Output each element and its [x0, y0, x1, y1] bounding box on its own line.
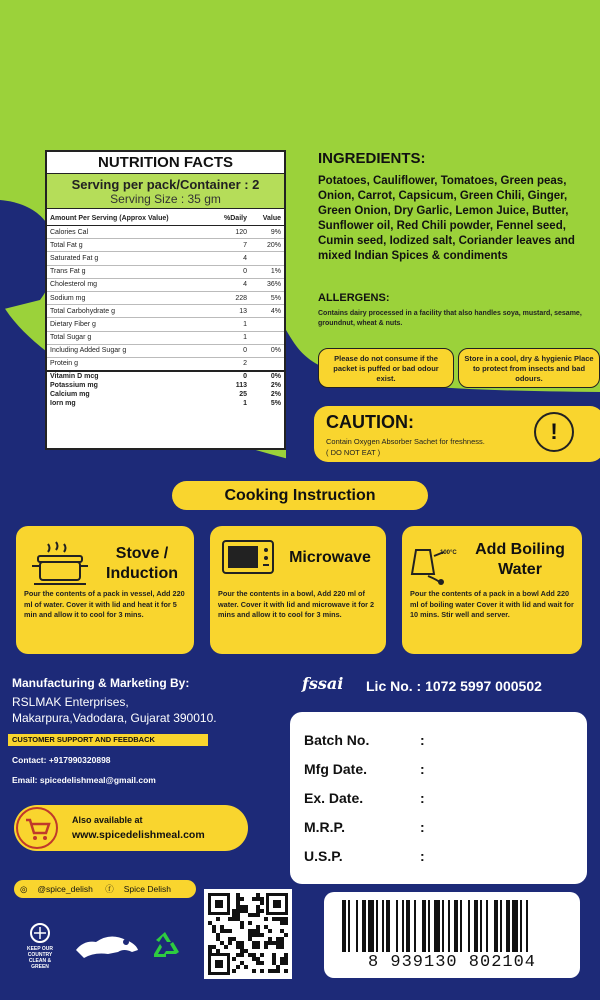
contact-phone: Contact: +917990320898	[12, 755, 111, 765]
barcode-number: 8 939130 802104	[367, 953, 537, 972]
qr-module	[248, 921, 252, 925]
qr-module	[232, 917, 236, 921]
nutrition-cell-pct	[250, 318, 284, 331]
qr-module	[208, 921, 212, 925]
qr-module	[240, 925, 244, 929]
card-title-stove: Stove / Induction	[106, 545, 178, 582]
card-title-microwave: Microwave	[289, 549, 371, 566]
barcode-bar	[382, 900, 384, 952]
barcode-bar	[376, 900, 378, 952]
qr-module	[268, 937, 272, 941]
nutrition-cell-name: Protein g	[47, 357, 220, 371]
qr-module	[280, 929, 284, 933]
batch-no-label: Batch No.	[304, 732, 370, 748]
qr-module	[256, 913, 260, 917]
qr-module	[224, 929, 228, 933]
nutrition-cell-name: Saturated Fat g	[47, 252, 220, 265]
qr-module	[276, 969, 280, 973]
nutrition-row	[47, 371, 284, 381]
barcode-bar	[480, 900, 482, 952]
nutrition-row	[47, 278, 284, 291]
nutrition-cell-amount: 4	[220, 278, 250, 291]
qr-module	[236, 901, 240, 905]
nutrition-row	[47, 357, 284, 371]
nutrition-cell-pct: 0%	[250, 371, 284, 381]
nutrition-cell-pct: 4%	[250, 305, 284, 318]
qr-module	[260, 933, 264, 937]
qr-module	[264, 925, 268, 929]
qr-module	[236, 909, 240, 913]
nutrition-cell-pct: 36%	[250, 278, 284, 291]
barcode-bar	[368, 900, 374, 952]
barcode-bar	[448, 900, 450, 952]
ingredients-title: INGREDIENTS:	[318, 150, 426, 167]
barcode-bar	[494, 900, 498, 952]
qr-module	[236, 913, 240, 917]
nutrition-cell-name: Calcium mg	[50, 391, 90, 399]
qr-module	[256, 909, 260, 913]
fssai-logo: fssai	[302, 674, 344, 693]
qr-module	[252, 969, 256, 973]
barcode-bar	[486, 900, 488, 952]
qr-module	[256, 961, 260, 965]
qr-module	[240, 909, 244, 913]
qr-module	[252, 945, 256, 949]
nutrition-cell-amount: 113	[235, 382, 247, 390]
nutrition-row	[47, 390, 284, 399]
nutrition-cell-pct: 5%	[270, 400, 281, 408]
barcode-bar	[474, 900, 478, 952]
facebook-icon: ⓕ	[105, 884, 114, 894]
qr-module	[232, 937, 236, 941]
nutrition-cell-pct	[250, 357, 284, 371]
qr-module	[220, 925, 224, 929]
card-text-microwave: Pour the contents in a bowl, Add 220 ml of water. Cover it with lid and microwave it for 2 mins and allow it to cool for 3 mins.	[218, 589, 375, 620]
qr-module	[232, 957, 236, 961]
qr-module	[284, 957, 288, 961]
nutrition-cell-name: Calories Cal	[47, 226, 220, 239]
barcode-bar	[454, 900, 458, 952]
qr-module	[240, 905, 244, 909]
exclamation-icon: !	[534, 412, 574, 452]
nutrition-cell-amount: 0	[220, 265, 250, 278]
qr-module	[284, 917, 288, 921]
qr-module	[240, 945, 244, 949]
qr-module	[256, 893, 260, 897]
qr-module	[264, 941, 268, 945]
qr-module	[208, 945, 212, 949]
qr-module	[208, 949, 212, 953]
note-storage: Store in a cool, dry & hygienic Place to protect from insects and bad odours.	[458, 348, 600, 388]
serving-size: Serving Size : 35 gm	[110, 192, 221, 206]
qr-module	[248, 933, 252, 937]
pot-icon	[30, 540, 90, 586]
nutrition-cell-amount: 4	[220, 252, 250, 265]
qr-module	[260, 961, 264, 965]
nutrition-facts-panel	[45, 150, 286, 450]
qr-module	[272, 957, 276, 961]
barcode-bar	[422, 900, 426, 952]
qr-module	[284, 933, 288, 937]
barcode-bar	[362, 900, 366, 952]
barcode-bar	[356, 900, 358, 952]
nutrition-row	[47, 252, 284, 265]
barcode-bar	[402, 900, 404, 952]
nutrition-title: NUTRITION FACTS	[47, 152, 284, 174]
allergens-text: Contains dairy processed in a facility that also handles soya, mustard, sesame, groundnut, wheat & nuts.	[318, 310, 582, 327]
nutrition-cell-pct: 2%	[270, 382, 281, 390]
qr-module	[232, 969, 236, 973]
recycle-icon	[148, 928, 182, 962]
qr-module	[248, 953, 252, 957]
qr-module	[240, 897, 244, 901]
nutrition-cell-pct: 9%	[250, 226, 284, 239]
also-available-label: Also available at	[72, 815, 143, 825]
instagram-handle[interactable]: @spice_delish	[37, 884, 93, 894]
expiry-date-label: Ex. Date.	[304, 790, 364, 806]
mfg-date-colon: :	[420, 761, 425, 777]
nutrition-cell-name: Cholesterol mg	[47, 278, 220, 291]
microwave-card	[210, 526, 386, 654]
qr-module	[284, 921, 288, 925]
nutrition-cell-pct	[250, 331, 284, 344]
card-title-boiling: Add Boiling Water	[475, 541, 565, 578]
nutrition-cell-pct: 20%	[250, 239, 284, 252]
caution-text	[326, 436, 485, 458]
qr-module	[228, 941, 232, 945]
barcode-bar	[500, 900, 502, 952]
kettle-icon	[408, 540, 448, 586]
mfg-date-label: Mfg Date.	[304, 761, 367, 777]
boiling-water-card	[402, 526, 582, 654]
nutrition-cell-name: Total Sugar g	[47, 331, 220, 344]
barcode-bar	[460, 900, 462, 952]
barcode-bar	[506, 900, 510, 952]
nutrition-cell-pct: 0%	[250, 344, 284, 357]
facebook-handle[interactable]: Spice Delish	[123, 884, 171, 894]
nutrition-cell-name: Total Fat g	[47, 239, 220, 252]
stove-card	[16, 526, 194, 654]
qr-module	[276, 941, 280, 945]
qr-module	[276, 937, 280, 941]
col-name: Amount Per Serving (Approx Value)	[47, 209, 220, 226]
nutrition-row	[47, 331, 284, 344]
caution-sub: ( DO NOT EAT )	[326, 448, 381, 457]
nutrition-cell-name: Vitamin D mcg	[47, 371, 220, 381]
card-text-stove: Pour the contents of a pack in vessel, Add 220 ml of water. Cover it with lid and heat it for 5 min and allow it to cool for 3 mins.	[24, 589, 185, 620]
barcode-bar	[414, 900, 416, 952]
qr-module	[236, 893, 240, 897]
nutrition-cell-amount: 25	[239, 391, 247, 399]
manufacturer-address	[12, 694, 217, 726]
qr-module	[236, 897, 240, 901]
qr-module	[264, 945, 268, 949]
qr-module	[280, 957, 284, 961]
allergens-title: ALLERGENS:	[318, 292, 390, 304]
nutrition-cell-pct: 2%	[270, 391, 281, 399]
qr-module	[212, 945, 216, 949]
qr-module	[280, 921, 284, 925]
qr-module	[264, 917, 268, 921]
nutrition-cell-pct: 5%	[250, 291, 284, 304]
qr-module	[236, 965, 240, 969]
nutrition-table	[47, 209, 284, 408]
qr-module	[244, 949, 248, 953]
usp-colon: :	[420, 848, 425, 864]
qr-module	[240, 961, 244, 965]
nutrition-cell-name: Sodium mg	[47, 291, 220, 304]
qr-module	[212, 925, 216, 929]
nutrition-cell-name: Dietary Fiber g	[47, 318, 220, 331]
qr-module	[284, 969, 288, 973]
qr-module	[256, 929, 260, 933]
nutrition-cell-amount: 228	[220, 291, 250, 304]
qr-module	[216, 949, 220, 953]
qr-module	[260, 901, 264, 905]
caution-line: Contain Oxygen Absorber Sachet for freshness.	[326, 437, 485, 446]
qr-module	[236, 905, 240, 909]
qr-code[interactable]	[204, 889, 292, 979]
batch-no-colon: :	[420, 732, 425, 748]
keep-clean-text: KEEP OUR COUNTRY CLEAN & GREEN	[26, 946, 54, 970]
nutrition-cell-amount: 0	[220, 371, 250, 381]
qr-module	[240, 953, 244, 957]
manufacturer-name: RSLMAK Enterprises,	[12, 695, 129, 709]
qr-module	[252, 913, 256, 917]
nutrition-cell-name: Including Added Sugar g	[47, 344, 220, 357]
qr-module	[252, 929, 256, 933]
qr-module	[216, 937, 220, 941]
qr-module	[272, 941, 276, 945]
qr-module	[248, 913, 252, 917]
nutrition-cell-amount: 7	[220, 239, 250, 252]
qr-module	[220, 941, 224, 945]
qr-module	[272, 969, 276, 973]
barcode-bar	[348, 900, 350, 952]
make-in-india-lion-icon	[72, 928, 142, 966]
qr-module	[260, 953, 264, 957]
nutrition-row	[47, 265, 284, 278]
nutrition-row	[47, 226, 284, 239]
qr-module	[215, 900, 223, 908]
barcode-bar	[428, 900, 430, 952]
qr-module	[244, 905, 248, 909]
barcode-bar	[386, 900, 390, 952]
nutrition-row	[47, 305, 284, 318]
support-banner: CUSTOMER SUPPORT AND FEEDBACK	[8, 734, 208, 746]
qr-module	[228, 937, 232, 941]
qr-module	[236, 945, 240, 949]
license-number: Lic No. : 1072 5997 000502	[366, 678, 542, 694]
qr-module	[240, 949, 244, 953]
batch-info-box	[290, 712, 587, 884]
qr-module	[232, 913, 236, 917]
nutrition-row	[47, 381, 284, 390]
qr-module	[276, 965, 280, 969]
qr-module	[268, 929, 272, 933]
nutrition-cell-name: Potassium mg	[50, 382, 98, 390]
website-link[interactable]: www.spicedelishmeal.com	[72, 829, 205, 841]
barcode-bar	[442, 900, 444, 952]
qr-module	[215, 960, 223, 968]
mrp-label: M.R.P.	[304, 819, 345, 835]
qr-module	[280, 937, 284, 941]
qr-module	[252, 933, 256, 937]
cart-icon-circle	[16, 807, 58, 849]
nutrition-row	[47, 318, 284, 331]
swachh-bharat-icon	[28, 922, 52, 944]
qr-module	[220, 929, 224, 933]
qr-module	[256, 957, 260, 961]
qr-module	[236, 953, 240, 957]
nutrition-row	[47, 399, 284, 408]
social-handles	[14, 880, 196, 898]
qr-module	[252, 953, 256, 957]
barcode-bar	[342, 900, 346, 952]
card-text-boiling: Pour the contents of a pack in a bowl Add 220 ml of boiling water Cover it with lid and wait for 10 mins. Stir well and server.	[410, 589, 574, 620]
qr-module	[228, 929, 232, 933]
nutrition-cell-amount: 13	[220, 305, 250, 318]
qr-module	[268, 941, 272, 945]
cooking-title: Cooking Instruction	[172, 481, 428, 510]
barcode-bar	[434, 900, 440, 952]
cart-icon	[18, 809, 56, 847]
qr-module	[276, 945, 280, 949]
nutrition-cell-amount: 1	[243, 400, 247, 408]
qr-module	[240, 921, 244, 925]
qr-module	[228, 917, 232, 921]
nutrition-cell-amount: 1	[220, 331, 250, 344]
qr-module	[272, 917, 276, 921]
qr-module	[216, 917, 220, 921]
nutrition-cell-amount: 1	[220, 318, 250, 331]
qr-module	[260, 969, 264, 973]
serving-per-pack: Serving per pack/Container : 2	[71, 177, 260, 192]
qr-module	[256, 925, 260, 929]
qr-module	[276, 917, 280, 921]
serving-info	[47, 174, 284, 209]
qr-module	[240, 941, 244, 945]
qr-module	[284, 953, 288, 957]
qr-module	[272, 953, 276, 957]
qr-module	[244, 909, 248, 913]
col-daily: %Daily	[220, 209, 250, 226]
nutrition-row	[47, 344, 284, 357]
instagram-icon: ◎	[20, 884, 28, 894]
qr-module	[236, 941, 240, 945]
microwave-icon	[222, 540, 274, 574]
qr-module	[252, 941, 256, 945]
qr-module	[256, 945, 260, 949]
qr-module	[248, 937, 252, 941]
qr-module	[280, 961, 284, 965]
qr-module	[256, 941, 260, 945]
qr-module	[256, 933, 260, 937]
qr-module	[224, 945, 228, 949]
manufacturer-title: Manufacturing & Marketing By:	[12, 676, 190, 690]
qr-module	[236, 917, 240, 921]
qr-module	[216, 933, 220, 937]
qr-module	[280, 941, 284, 945]
qr-module	[252, 897, 256, 901]
qr-module	[256, 897, 260, 901]
barcode-bar	[512, 900, 518, 952]
col-value: Value	[250, 209, 284, 226]
nutrition-cell-pct	[250, 252, 284, 265]
temperature-label: 100°C	[440, 550, 457, 556]
ingredients-text: Potatoes, Cauliflower, Tomatoes, Green peas, Onion, Carrot, Capsicum, Green Chili, Ginger, Green Onion, Dry Garlic, Lemon Juice, Butter, Sunflower oil, Red Chili powder, Fennel seed, Cumin seed, Iodized salt, Coriander leaves and mixed Indian Spices & condiments	[318, 175, 575, 262]
barcode-bar	[468, 900, 470, 952]
note-puffed: Please do not consume if the packet is puffed or bad odour exist.	[318, 348, 454, 388]
manufacturer-location: Makarpura,Vadodara, Gujarat 390010.	[12, 711, 217, 725]
mrp-colon: :	[420, 819, 425, 835]
caution-box	[314, 406, 600, 462]
nutrition-cell-name: Iorn mg	[50, 400, 76, 408]
nutrition-cell-amount: 120	[220, 226, 250, 239]
qr-module	[268, 969, 272, 973]
qr-module	[244, 965, 248, 969]
nutrition-row	[47, 291, 284, 304]
qr-module	[284, 961, 288, 965]
qr-module	[260, 897, 264, 901]
qr-module	[232, 909, 236, 913]
barcode-bar	[406, 900, 410, 952]
usp-label: U.S.P.	[304, 848, 343, 864]
barcode-bars	[342, 900, 562, 952]
qr-module	[280, 917, 284, 921]
barcode-bar	[520, 900, 522, 952]
barcode-bar	[526, 900, 528, 952]
qr-module	[260, 909, 264, 913]
nutrition-cell-name: Trans Fat g	[47, 265, 220, 278]
qr-module	[273, 900, 281, 908]
expiry-date-colon: :	[420, 790, 425, 806]
qr-module	[256, 905, 260, 909]
nutrition-row	[47, 239, 284, 252]
nutrition-cell-amount: 2	[220, 357, 250, 371]
qr-module	[280, 945, 284, 949]
website-banner	[14, 805, 248, 851]
qr-module	[212, 929, 216, 933]
nutrition-cell-amount: 0	[220, 344, 250, 357]
qr-module	[272, 961, 276, 965]
nutrition-cell-name: Total Carbohydrate g	[47, 305, 220, 318]
barcode-box	[324, 892, 580, 978]
caution-title: CAUTION:	[326, 412, 414, 432]
qr-module	[252, 957, 256, 961]
qr-module	[248, 929, 252, 933]
contact-email: Email: spicedelishmeal@gmail.com	[12, 775, 156, 785]
nutrition-cell-pct: 1%	[250, 265, 284, 278]
barcode-bar	[396, 900, 398, 952]
